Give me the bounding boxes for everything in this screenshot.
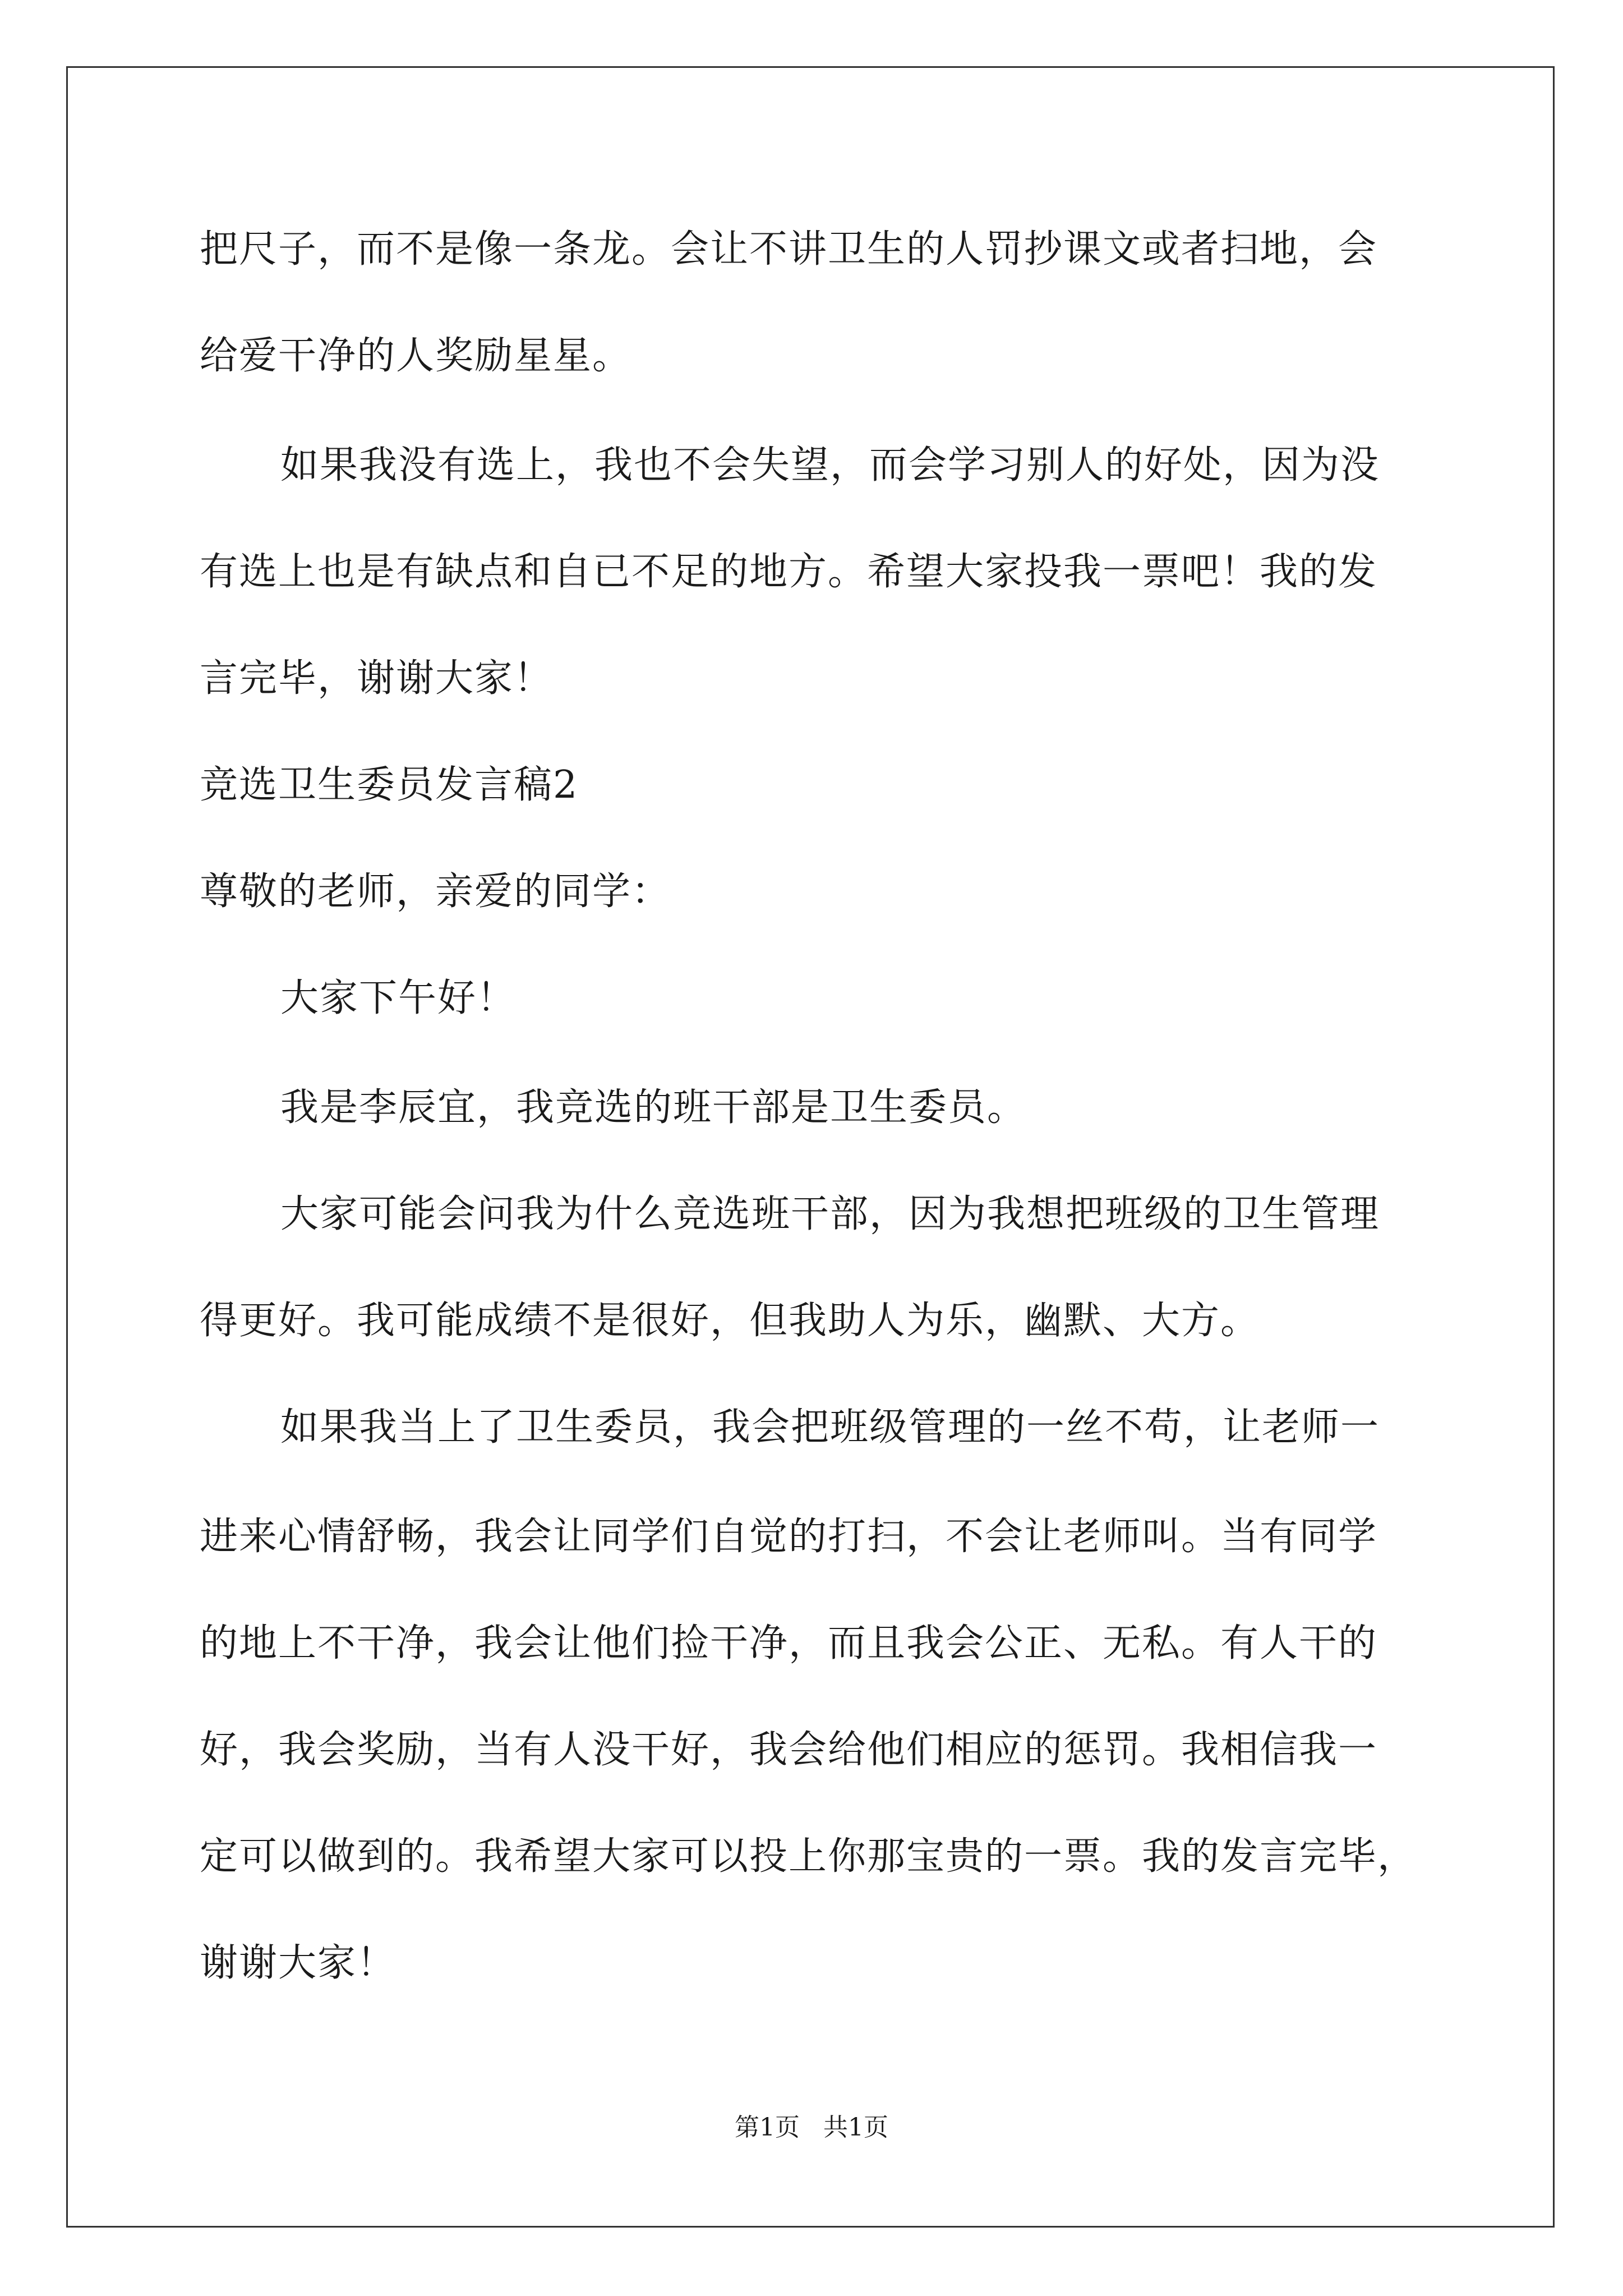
- section-heading: 竞选卫生委员发言稿2: [200, 763, 579, 807]
- paragraph-start-line: 如果我当上了卫生委员，我会把班级管理的一丝不苟，让老师一: [280, 1405, 1380, 1450]
- text-line: 得更好。我可能成绩不是很好，但我助人为乐，幽默、大方。: [200, 1299, 1260, 1343]
- greeting: 大家下午好！: [280, 976, 517, 1020]
- salutation: 尊敬的老师，亲爱的同学：: [200, 869, 671, 914]
- text-line: 定可以做到的。我希望大家可以投上你那宝贵的一票。我的发言完毕，: [200, 1834, 1417, 1879]
- text-line: 的地上不干净，我会让他们捡干净，而且我会公正、无私。有人干的: [200, 1621, 1378, 1665]
- text-line: 好，我会奖励，当有人没干好，我会给他们相应的惩罚。我相信我一: [200, 1728, 1378, 1772]
- text-line: 给爱干净的人奖励星星。: [200, 334, 632, 378]
- page-footer: 第1页 共1页: [735, 2113, 888, 2142]
- text-line: 进来心情舒畅，我会让同学们自觉的打扫，不会让老师叫。当有同学: [200, 1515, 1378, 1559]
- text-line: 谢谢大家！: [200, 1941, 396, 1985]
- text-line: 把尺子，而不是像一条龙。会让不讲卫生的人罚抄课文或者扫地，会: [200, 227, 1378, 272]
- paragraph-start-line: 如果我没有选上，我也不会失望，而会学习别人的好处，因为没: [280, 443, 1380, 487]
- text-line: 言完毕，谢谢大家！: [200, 656, 554, 701]
- paragraph-start-line: 大家可能会问我为什么竞选班干部，因为我想把班级的卫生管理: [280, 1192, 1380, 1236]
- text-line: 有选上也是有缺点和自已不足的地方。希望大家投我一票吧！我的发: [200, 550, 1378, 594]
- paragraph-start-line: 我是李辰宜，我竞选的班干部是卫生委员。: [280, 1085, 1027, 1130]
- page-border: [66, 66, 1555, 2228]
